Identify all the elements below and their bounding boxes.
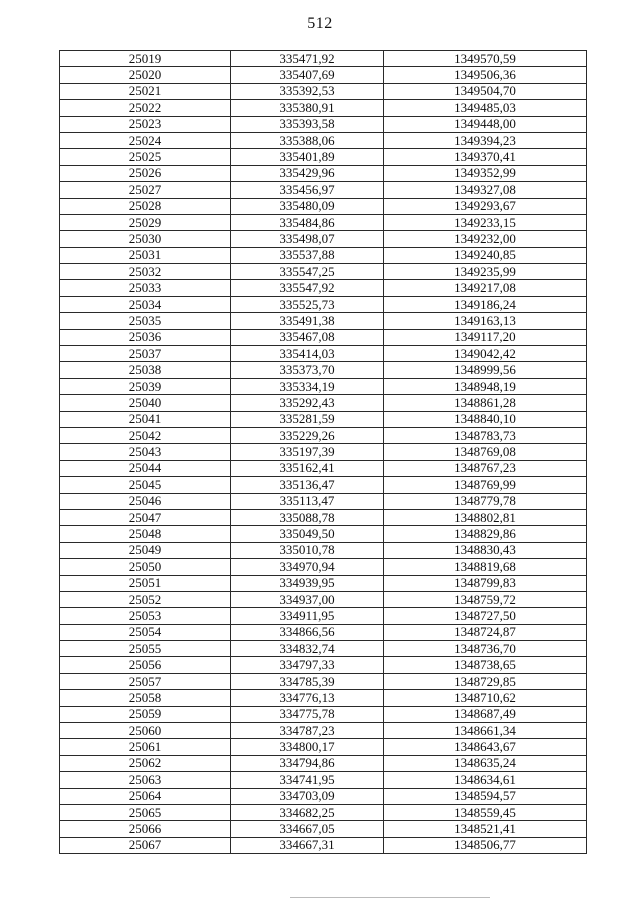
table-row [60,67,587,83]
page-number: 512 [307,15,333,32]
point-number-cell: 25065 [60,804,231,820]
x-coordinate-cell: 334667,31 [231,837,384,853]
point-number-cell: 25046 [60,493,231,509]
x-coordinate-cell: 335480,09 [231,198,384,214]
y-coordinate-cell: 1348710,62 [384,690,587,706]
point-number-cell: 25054 [60,624,231,640]
table-row [60,723,587,739]
x-coordinate-cell: 335525,73 [231,296,384,312]
x-coordinate-cell: 334776,13 [231,690,384,706]
x-coordinate-cell: 334682,25 [231,804,384,820]
point-number-cell: 25059 [60,706,231,722]
x-coordinate-cell: 335334,19 [231,378,384,394]
point-number-cell: 25033 [60,280,231,296]
y-coordinate-cell: 1349240,85 [384,247,587,263]
y-coordinate-cell: 1349232,00 [384,231,587,247]
y-coordinate-cell: 1349327,08 [384,182,587,198]
x-coordinate-cell: 335088,78 [231,509,384,525]
table-row [60,542,587,558]
table-row [60,100,587,116]
x-coordinate-cell: 335547,25 [231,264,384,280]
x-coordinate-cell: 335388,06 [231,132,384,148]
y-coordinate-cell: 1349163,13 [384,313,587,329]
point-number-cell: 25038 [60,362,231,378]
y-coordinate-cell: 1348799,83 [384,575,587,591]
point-number-cell: 25039 [60,378,231,394]
point-number-cell: 25028 [60,198,231,214]
point-number-cell: 25052 [60,591,231,607]
point-number-cell: 25022 [60,100,231,116]
y-coordinate-cell: 1349570,59 [384,51,587,67]
x-coordinate-cell: 334911,95 [231,608,384,624]
y-coordinate-cell: 1348783,73 [384,427,587,443]
y-coordinate-cell: 1348521,41 [384,821,587,837]
table-row [60,247,587,263]
table-row [60,149,587,165]
point-number-cell: 25064 [60,788,231,804]
point-number-cell: 25060 [60,723,231,739]
coordinates-table-body [60,51,587,854]
x-coordinate-cell: 335393,58 [231,116,384,132]
table-row [60,772,587,788]
table-row [60,214,587,230]
table-row [60,624,587,640]
y-coordinate-cell: 1348729,85 [384,673,587,689]
x-coordinate-cell: 335484,86 [231,214,384,230]
table-row [60,411,587,427]
table-row [60,509,587,525]
x-coordinate-cell: 334800,17 [231,739,384,755]
table-row [60,313,587,329]
table-row [60,280,587,296]
x-coordinate-cell: 335197,39 [231,444,384,460]
table-row [60,198,587,214]
point-number-cell: 25021 [60,83,231,99]
point-number-cell: 25066 [60,821,231,837]
table-row [60,608,587,624]
table-row [60,182,587,198]
y-coordinate-cell: 1349394,23 [384,132,587,148]
table-row [60,329,587,345]
point-number-cell: 25041 [60,411,231,427]
y-coordinate-cell: 1348661,34 [384,723,587,739]
x-coordinate-cell: 334866,56 [231,624,384,640]
point-number-cell: 25042 [60,427,231,443]
x-coordinate-cell: 334832,74 [231,641,384,657]
x-coordinate-cell: 335380,91 [231,100,384,116]
table-row [60,296,587,312]
y-coordinate-cell: 1348687,49 [384,706,587,722]
point-number-cell: 25026 [60,165,231,181]
x-coordinate-cell: 334703,09 [231,788,384,804]
table-row [60,575,587,591]
y-coordinate-cell: 1349370,41 [384,149,587,165]
y-coordinate-cell: 1348769,08 [384,444,587,460]
y-coordinate-cell: 1348724,87 [384,624,587,640]
point-number-cell: 25048 [60,526,231,542]
y-coordinate-cell: 1349506,36 [384,67,587,83]
x-coordinate-cell: 335467,08 [231,329,384,345]
point-number-cell: 25025 [60,149,231,165]
x-coordinate-cell: 334939,95 [231,575,384,591]
table-row [60,788,587,804]
y-coordinate-cell: 1348738,65 [384,657,587,673]
point-number-cell: 25063 [60,772,231,788]
point-number-cell: 25031 [60,247,231,263]
y-coordinate-cell: 1349217,08 [384,280,587,296]
table-row [60,362,587,378]
y-coordinate-cell: 1348999,56 [384,362,587,378]
x-coordinate-cell: 335229,26 [231,427,384,443]
point-number-cell: 25030 [60,231,231,247]
x-coordinate-cell: 334785,39 [231,673,384,689]
y-coordinate-cell: 1348779,78 [384,493,587,509]
y-coordinate-cell: 1348506,77 [384,837,587,853]
table-row [60,444,587,460]
x-coordinate-cell: 335373,70 [231,362,384,378]
point-number-cell: 25036 [60,329,231,345]
y-coordinate-cell: 1348759,72 [384,591,587,607]
y-coordinate-cell: 1349233,15 [384,214,587,230]
y-coordinate-cell: 1349448,00 [384,116,587,132]
table-row [60,165,587,181]
point-number-cell: 25029 [60,214,231,230]
table-row [60,477,587,493]
point-number-cell: 25062 [60,755,231,771]
point-number-cell: 25050 [60,559,231,575]
y-coordinate-cell: 1349504,70 [384,83,587,99]
point-number-cell: 25051 [60,575,231,591]
table-row [60,755,587,771]
point-number-cell: 25020 [60,67,231,83]
table-row [60,526,587,542]
x-coordinate-cell: 334775,78 [231,706,384,722]
x-coordinate-cell: 335113,47 [231,493,384,509]
table-row [60,378,587,394]
point-number-cell: 25055 [60,641,231,657]
point-number-cell: 25027 [60,182,231,198]
point-number-cell: 25044 [60,460,231,476]
y-coordinate-cell: 1349485,03 [384,100,587,116]
point-number-cell: 25061 [60,739,231,755]
table-row [60,493,587,509]
x-coordinate-cell: 334797,33 [231,657,384,673]
x-coordinate-cell: 334741,95 [231,772,384,788]
x-coordinate-cell: 335537,88 [231,247,384,263]
y-coordinate-cell: 1348727,50 [384,608,587,624]
y-coordinate-cell: 1348643,67 [384,739,587,755]
x-coordinate-cell: 335547,92 [231,280,384,296]
point-number-cell: 25032 [60,264,231,280]
table-row [60,132,587,148]
point-number-cell: 25045 [60,477,231,493]
y-coordinate-cell: 1348861,28 [384,395,587,411]
x-coordinate-cell: 334794,86 [231,755,384,771]
y-coordinate-cell: 1349293,67 [384,198,587,214]
y-coordinate-cell: 1348767,23 [384,460,587,476]
table-row [60,264,587,280]
point-number-cell: 25034 [60,296,231,312]
y-coordinate-cell: 1349235,99 [384,264,587,280]
table-row [60,395,587,411]
x-coordinate-cell: 334667,05 [231,821,384,837]
point-number-cell: 25019 [60,51,231,67]
x-coordinate-cell: 335498,07 [231,231,384,247]
table-row [60,706,587,722]
table-row [60,657,587,673]
y-coordinate-cell: 1348802,81 [384,509,587,525]
x-coordinate-cell: 335392,53 [231,83,384,99]
point-number-cell: 25040 [60,395,231,411]
y-coordinate-cell: 1348635,24 [384,755,587,771]
x-coordinate-cell: 335407,69 [231,67,384,83]
y-coordinate-cell: 1349186,24 [384,296,587,312]
table-row [60,591,587,607]
table-row [60,821,587,837]
coordinates-table [59,50,587,854]
point-number-cell: 25037 [60,346,231,362]
point-number-cell: 25049 [60,542,231,558]
x-coordinate-cell: 335162,41 [231,460,384,476]
table-row [60,690,587,706]
y-coordinate-cell: 1348559,45 [384,804,587,820]
point-number-cell: 25056 [60,657,231,673]
point-number-cell: 25067 [60,837,231,853]
x-coordinate-cell: 335414,03 [231,346,384,362]
x-coordinate-cell: 335401,89 [231,149,384,165]
x-coordinate-cell: 335281,59 [231,411,384,427]
table-row [60,116,587,132]
y-coordinate-cell: 1349042,42 [384,346,587,362]
x-coordinate-cell: 334937,00 [231,591,384,607]
point-number-cell: 25035 [60,313,231,329]
y-coordinate-cell: 1348948,19 [384,378,587,394]
y-coordinate-cell: 1349352,99 [384,165,587,181]
table-row [60,51,587,67]
x-coordinate-cell: 335010,78 [231,542,384,558]
point-number-cell: 25047 [60,509,231,525]
point-number-cell: 25053 [60,608,231,624]
table-row [60,83,587,99]
x-coordinate-cell: 334970,94 [231,559,384,575]
table-row [60,559,587,575]
x-coordinate-cell: 335136,47 [231,477,384,493]
x-coordinate-cell: 335292,43 [231,395,384,411]
y-coordinate-cell: 1348819,68 [384,559,587,575]
y-coordinate-cell: 1348736,70 [384,641,587,657]
table-row [60,673,587,689]
table-row [60,837,587,853]
table-row [60,804,587,820]
x-coordinate-cell: 335491,38 [231,313,384,329]
table-row [60,427,587,443]
table-row [60,346,587,362]
y-coordinate-cell: 1349117,20 [384,329,587,345]
x-coordinate-cell: 334787,23 [231,723,384,739]
table-row [60,460,587,476]
y-coordinate-cell: 1348769,99 [384,477,587,493]
point-number-cell: 25058 [60,690,231,706]
y-coordinate-cell: 1348829,86 [384,526,587,542]
table-row [60,739,587,755]
table-row [60,641,587,657]
y-coordinate-cell: 1348840,10 [384,411,587,427]
point-number-cell: 25057 [60,673,231,689]
x-coordinate-cell: 335456,97 [231,182,384,198]
scan-edge-line [290,897,490,898]
y-coordinate-cell: 1348830,43 [384,542,587,558]
point-number-cell: 25023 [60,116,231,132]
x-coordinate-cell: 335049,50 [231,526,384,542]
y-coordinate-cell: 1348634,61 [384,772,587,788]
x-coordinate-cell: 335429,96 [231,165,384,181]
y-coordinate-cell: 1348594,57 [384,788,587,804]
table-row [60,231,587,247]
point-number-cell: 25024 [60,132,231,148]
x-coordinate-cell: 335471,92 [231,51,384,67]
point-number-cell: 25043 [60,444,231,460]
